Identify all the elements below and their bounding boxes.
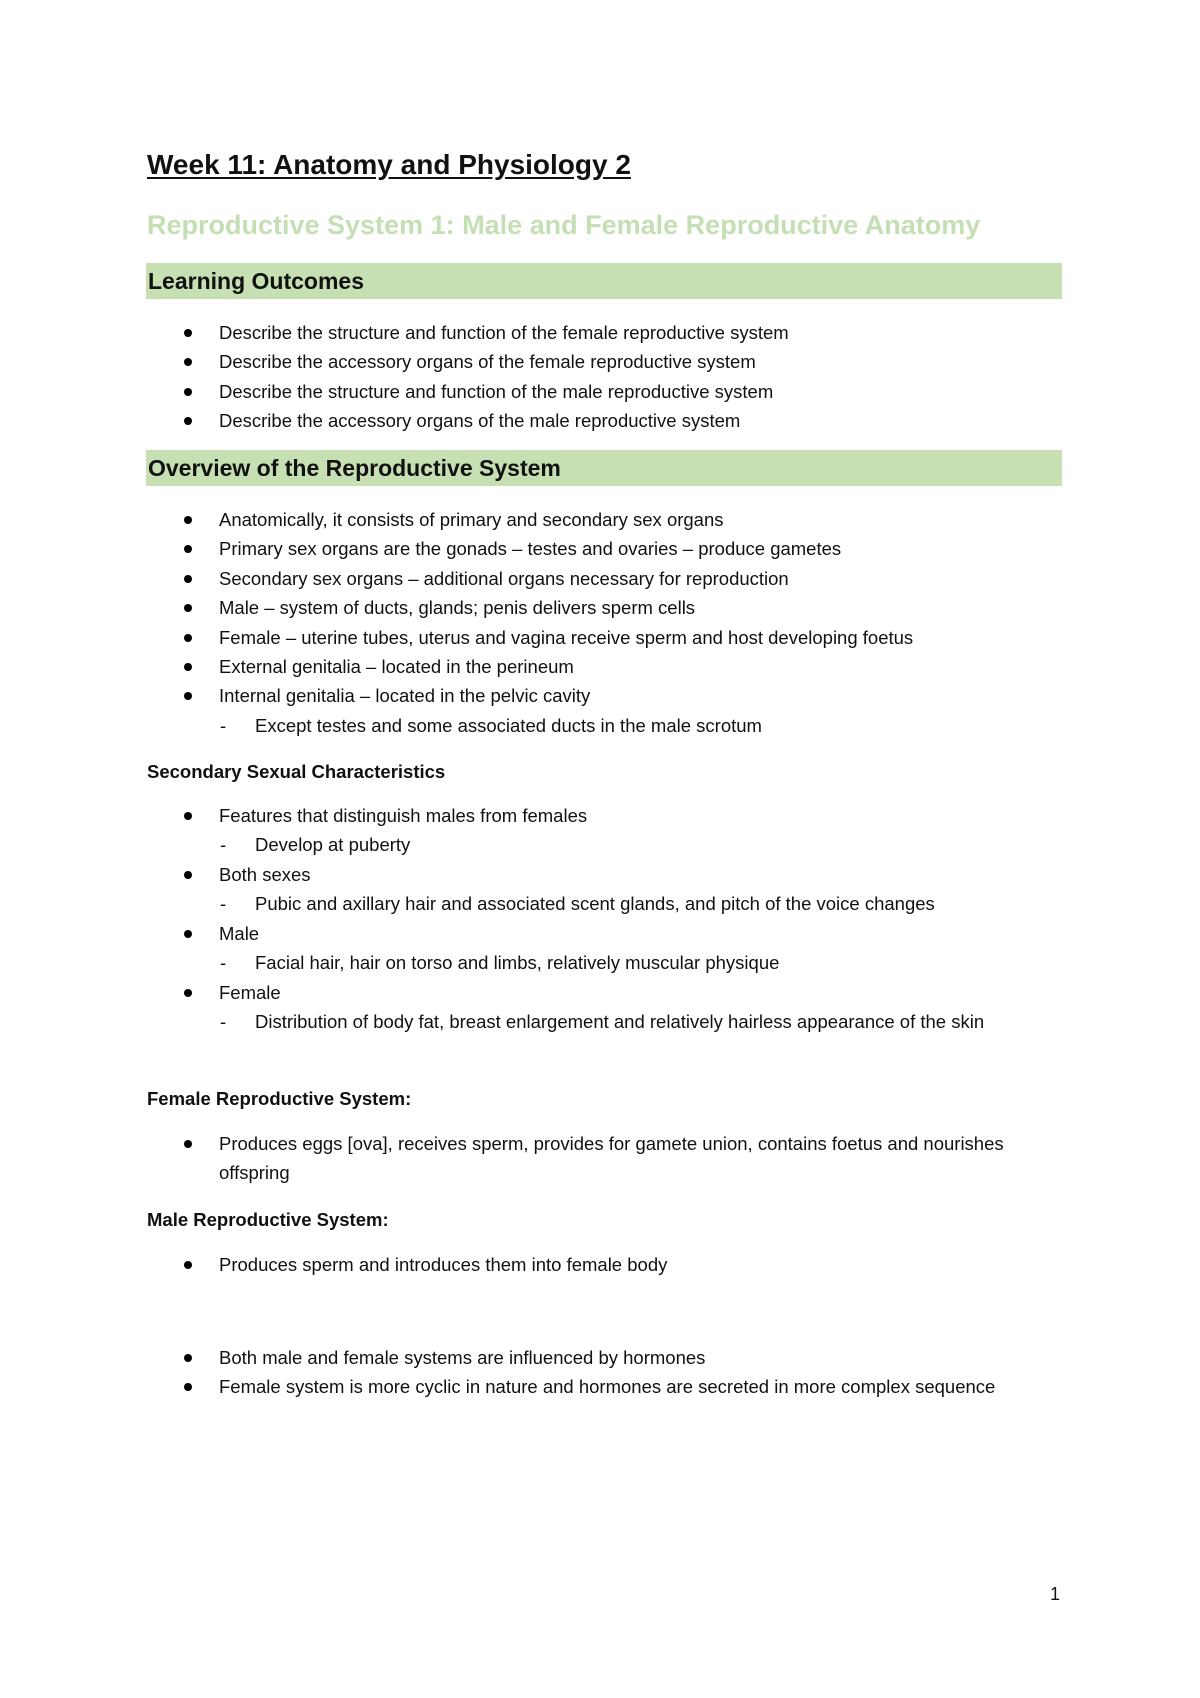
list-item: Both sexes [0, 860, 1039, 889]
male-system-heading: Male Reproductive System: [147, 1209, 389, 1230]
sub-item: - Develop at puberty [0, 830, 1035, 859]
list-item: Produces eggs [ova], receives sperm, provides for gamete union, contains foetus and nourishes offspring [0, 1129, 1009, 1188]
sub-item: - Facial hair, hair on torso and limbs, relatively muscular physique [0, 948, 1035, 977]
list-item: Anatomically, it consists of primary and secondary sex organs [0, 505, 1039, 534]
list-item: Female – uterine tubes, uterus and vagina receive sperm and host developing foetus [0, 623, 1039, 652]
list-item: Male [0, 919, 1039, 948]
list-item: Produces sperm and introduces them into female body [0, 1250, 1039, 1279]
overview-heading: Overview of the Reproductive System [148, 455, 561, 481]
female-system-heading: Female Reproductive System: [147, 1088, 412, 1109]
hormones-list [0, 1343, 1039, 1402]
page-title: Week 11: Anatomy and Physiology 2 [147, 149, 631, 180]
overview-sub-item: - Except testes and some associated ducts in the male scrotum [0, 711, 1035, 740]
list-item: External genitalia – located in the perineum [0, 652, 1039, 681]
page-number: 1 [1050, 1584, 1061, 1604]
learning-outcomes-heading: Learning Outcomes [148, 268, 364, 294]
list-item: Describe the accessory organs of the male reproductive system [0, 406, 1039, 435]
list-item: Features that distinguish males from females [0, 801, 1039, 830]
list-item: Secondary sex organs – additional organs necessary for reproduction [0, 564, 1039, 593]
male-system-list [0, 1250, 1039, 1279]
list-item: Describe the structure and function of the male reproductive system [0, 377, 1039, 406]
page-subtitle: Reproductive System 1: Male and Female Reproductive Anatomy [147, 210, 981, 240]
sub-item: - Distribution of body fat, breast enlargement and relatively hairless appearance of the skin [0, 1007, 1045, 1036]
female-system-list [0, 1129, 1009, 1188]
list-item: Both male and female systems are influenced by hormones [0, 1343, 1039, 1372]
secondary-characteristics-list [0, 801, 1039, 830]
list-item: Describe the structure and function of the female reproductive system [0, 318, 1039, 347]
learning-outcomes-heading-band [146, 263, 1062, 299]
list-item: Describe the accessory organs of the female reproductive system [0, 347, 1039, 376]
secondary-characteristics-heading: Secondary Sexual Characteristics [147, 761, 446, 782]
secondary-characteristics-list [0, 919, 1039, 948]
overview-list [0, 505, 1039, 711]
list-item: Female [0, 978, 1039, 1007]
list-item: Internal genitalia – located in the pelvic cavity [0, 681, 1039, 710]
overview-heading-band [146, 450, 1062, 486]
list-item: Primary sex organs are the gonads – testes and ovaries – produce gametes [0, 534, 1039, 563]
sub-item: - Pubic and axillary hair and associated scent glands, and pitch of the voice changes [0, 889, 1035, 918]
list-item: Male – system of ducts, glands; penis delivers sperm cells [0, 593, 1039, 622]
secondary-characteristics-list [0, 978, 1039, 1007]
secondary-characteristics-list [0, 860, 1039, 889]
learning-outcomes-list [0, 318, 1039, 436]
list-item: Female system is more cyclic in nature and hormones are secreted in more complex sequence [0, 1372, 999, 1401]
